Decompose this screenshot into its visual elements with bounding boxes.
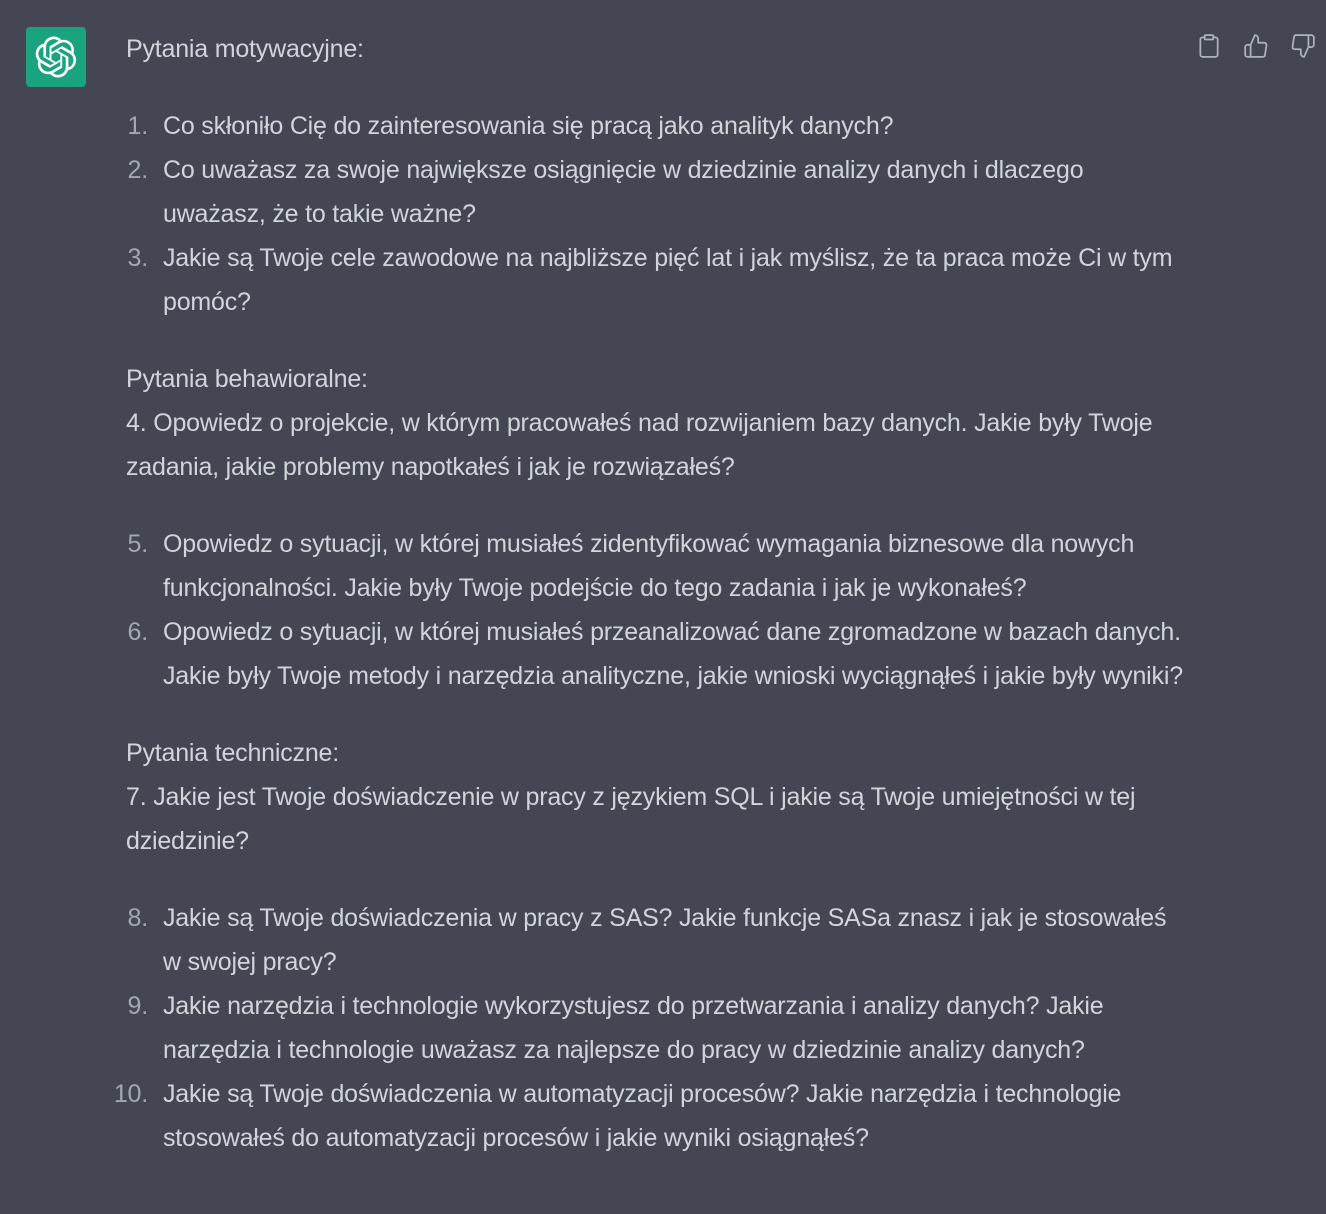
list-number: 3. <box>127 244 148 272</box>
list-item-text: Co uważasz za swoje największe osiągnięcie w dziedzinie analizy danych i dlaczego uważasz, że to takie ważne? <box>163 156 1084 228</box>
section-heading-motivational: Pytania motywacyjne: <box>126 35 364 63</box>
thumbs-up-button[interactable] <box>1239 30 1273 62</box>
list-item-text: Jakie są Twoje cele zawodowe na najbliższe pięć lat i jak myślisz, że ta praca może Ci w tym pomóc? <box>163 244 1173 316</box>
list-item <box>126 236 1186 324</box>
message-actions <box>1192 30 1320 62</box>
list-item-text: Jakie narzędzia i technologie wykorzystujesz do przetwarzania i analizy danych? Jakie narzędzia i technologie uważasz za najlepsze do pracy w dziedzinie analizy danych? <box>163 992 1104 1064</box>
thumbs-up-icon <box>1243 33 1269 59</box>
technical-question-7: 7. Jakie jest Twoje doświadczenie w pracy z językiem SQL i jakie są Twoje umiejętności w tej dziedzinie? <box>126 783 1136 855</box>
thumbs-down-icon <box>1290 33 1316 59</box>
list-item-text: Opowiedz o sytuacji, w której musiałeś zidentyfikować wymagania biznesowe dla nowych funkcjonalności. Jakie były Twoje podejście do tego zadania i jak je wykonałeś? <box>163 530 1135 602</box>
thumbs-down-button[interactable] <box>1286 30 1320 62</box>
clipboard-icon <box>1196 33 1222 59</box>
list-number: 1. <box>127 112 148 140</box>
list-number: 10. <box>113 1080 148 1108</box>
list-item <box>126 522 1186 610</box>
behavioral-questions-list <box>126 522 1186 698</box>
list-item <box>126 610 1186 698</box>
list-item <box>126 984 1186 1072</box>
assistant-message <box>113 27 1186 1160</box>
assistant-avatar <box>26 27 86 87</box>
section-heading-behavioral: Pytania behawioralne: <box>126 365 368 393</box>
openai-logo-icon <box>35 36 77 78</box>
list-item <box>113 1072 1186 1160</box>
list-item-text: Jakie są Twoje doświadczenia w automatyzacji procesów? Jakie narzędzia i technologie stosowałeś do automatyzacji procesów i jakie wyniki osiągnąłeś? <box>163 1080 1122 1152</box>
motivational-questions-list <box>126 104 1186 324</box>
list-number: 2. <box>127 156 148 184</box>
list-number: 8. <box>127 904 148 932</box>
list-item-text: Jakie są Twoje doświadczenia w pracy z SAS? Jakie funkcje SASa znasz i jak je stosowałeś w swojej pracy? <box>163 904 1167 976</box>
list-number: 6. <box>127 618 148 646</box>
behavioral-question-4: 4. Opowiedz o projekcie, w którym pracowałeś nad rozwijaniem bazy danych. Jakie były Twoje zadania, jakie problemy napotkałeś i jak je rozwiązałeś? <box>126 409 1153 481</box>
list-number: 9. <box>127 992 148 1020</box>
list-number: 5. <box>127 530 148 558</box>
list-item-text: Opowiedz o sytuacji, w której musiałeś przeanalizować dane zgromadzone w bazach danych. Jakie były Twoje metody i narzędzia analityczne, jakie wnioski wyciągnąłeś i jakie były wyniki? <box>163 618 1183 690</box>
list-item <box>126 104 1186 148</box>
section-heading-technical: Pytania techniczne: <box>126 739 339 767</box>
list-item <box>126 896 1186 984</box>
list-item <box>126 148 1186 236</box>
technical-questions-list <box>113 896 1186 1160</box>
list-item-text: Co skłoniło Cię do zainteresowania się pracą jako analityk danych? <box>163 112 894 140</box>
copy-button[interactable] <box>1192 30 1226 62</box>
